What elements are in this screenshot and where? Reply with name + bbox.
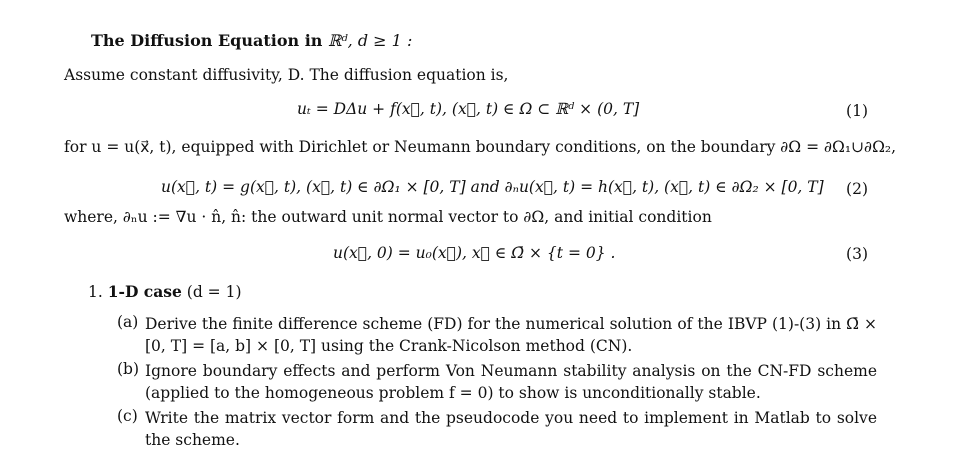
equation-1: uₜ = DΔu + f(x⃗, t), (x⃗, t) ∈ Ω ⊂ ℝᵈ × (0, T] xyxy=(297,100,640,118)
equation-3-number: (3) xyxy=(846,245,868,263)
item-1-condition: (d = 1) xyxy=(181,283,242,301)
subitem-text: Ignore boundary effects and perform Von Neumann stability analysis on the CN-FD scheme (applied to the homogeneous problem f = 0) to show is unconditionally stable. xyxy=(145,362,877,402)
equation-1-number: (1) xyxy=(846,102,868,120)
normal-derivative-paragraph: where, ∂ₙu := ∇u · n̂, n̂: the outward unit normal vector to ∂Ω, and initial condition xyxy=(64,208,712,226)
title-math: ℝᵈ, d ≥ 1 : xyxy=(327,31,413,50)
subitem-label: (c) xyxy=(117,407,138,425)
equation-3: u(x⃗, 0) = u₀(x⃗), x⃗ ∈ Ω̄ × {t = 0} . xyxy=(333,244,616,262)
boundary-paragraph: for u = u(x⃗, t), equipped with Dirichlet or Neumann boundary conditions, on the boundary ∂Ω = ∂Ω₁∪∂Ω₂, xyxy=(64,138,897,156)
section-title xyxy=(91,31,412,50)
subitem-text: Write the matrix vector form and the pseudocode you need to implement in Matlab to solve the scheme. xyxy=(145,409,877,449)
equation-2-number: (2) xyxy=(846,180,868,198)
equation-2: u(x⃗, t) = g(x⃗, t), (x⃗, t) ∈ ∂Ω₁ × [0, T] and ∂ₙu(x⃗, t) = h(x⃗, t), (x⃗, t) ∈ ∂Ω₂ × [0, T] xyxy=(161,178,824,196)
intro-paragraph: Assume constant diffusivity, D. The diffusion equation is, xyxy=(64,66,509,84)
subitem-label: (b) xyxy=(117,360,140,378)
item-1-number: 1. xyxy=(88,283,103,301)
subitem-text: Derive the finite difference scheme (FD) for the numerical solution of the IBVP (1)-(3) in Ω̄ × [0, T] = [a, b] × [0, T] using the Crank-Nicolson method (CN). xyxy=(145,315,877,355)
item-1-title: 1-D case xyxy=(107,282,182,301)
item-1-header xyxy=(88,282,242,301)
title-text: The Diffusion Equation in xyxy=(91,31,328,50)
subitem-label: (a) xyxy=(117,313,139,331)
